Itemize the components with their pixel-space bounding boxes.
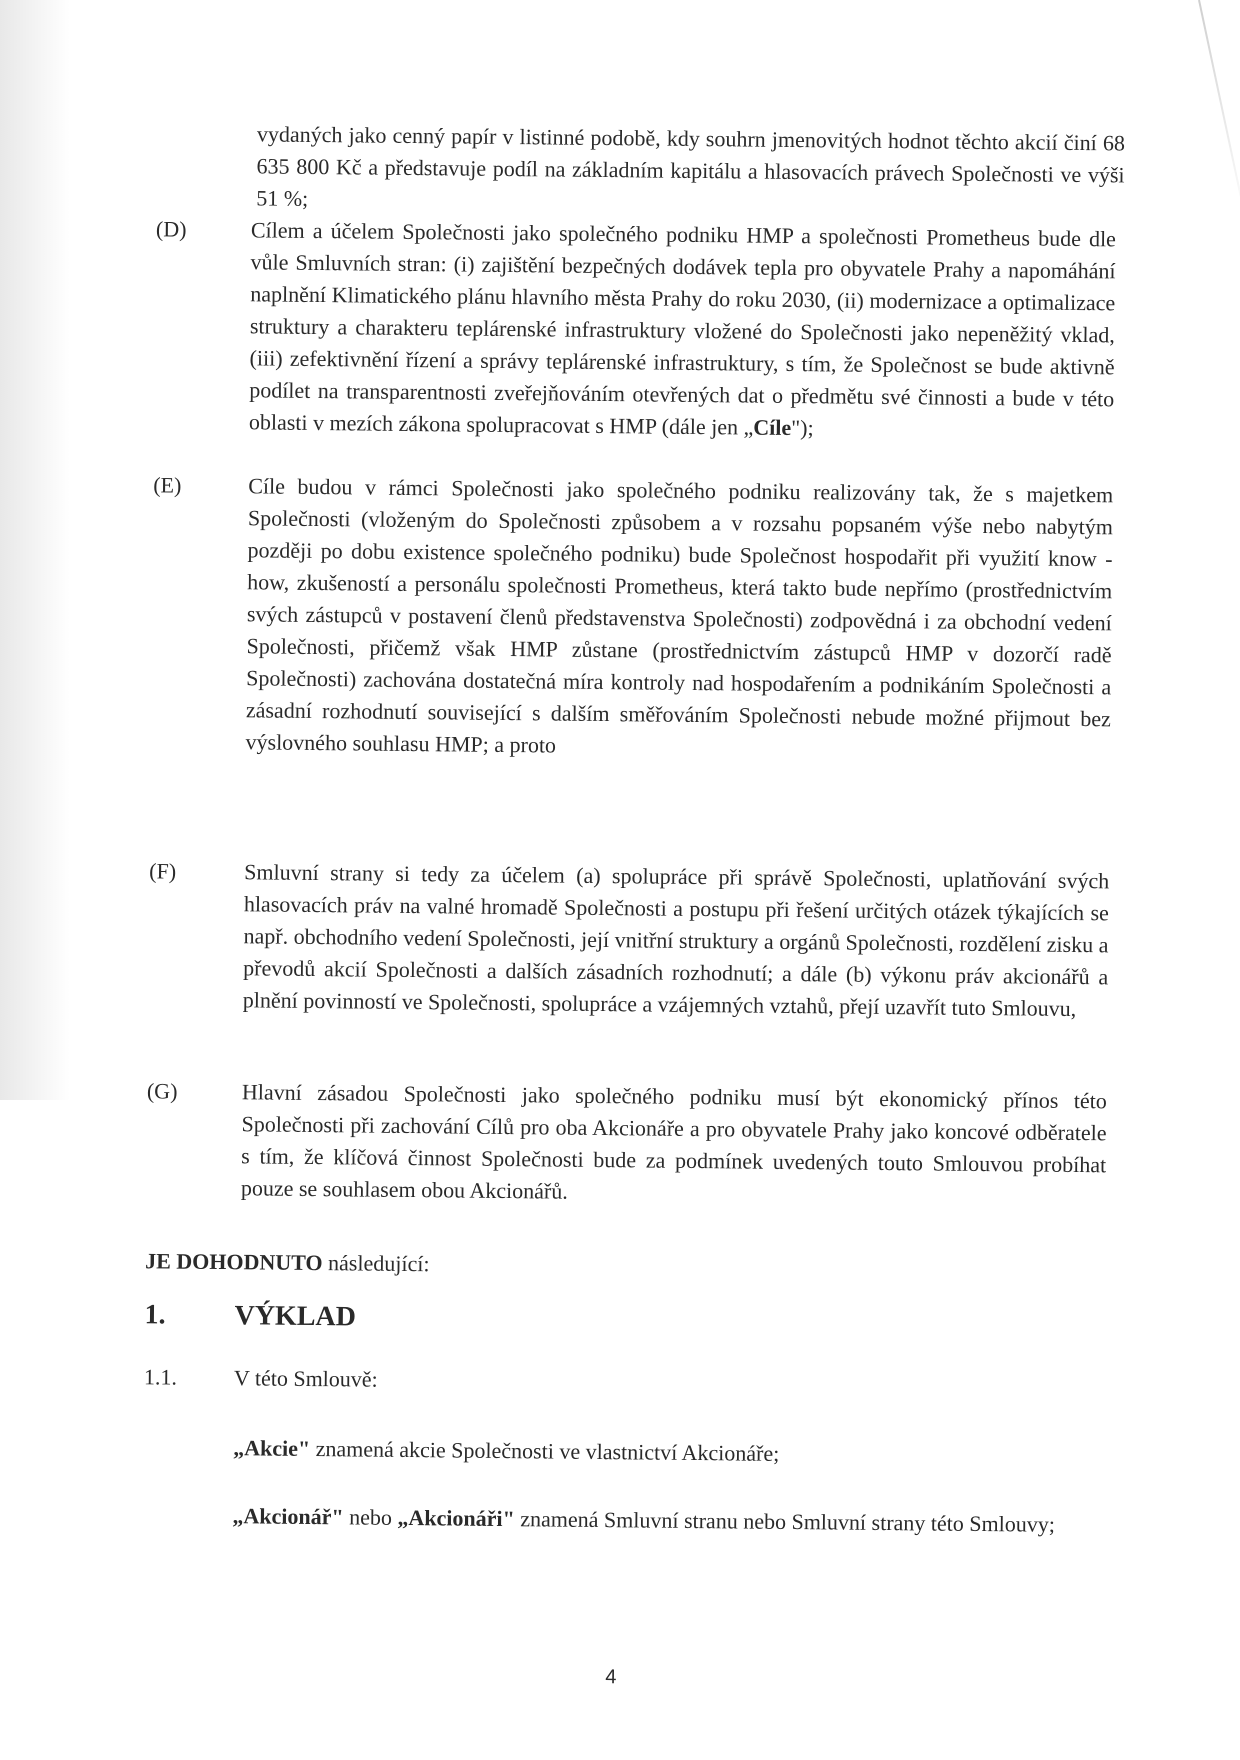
recital-text: Hlavní zásadou Společnosti jako společného podniku musí být ekonomický přínos této Společnosti při zachování Cílů pro oba Akcionáře a pro obyvatele Prahy jako koncové odběratele s tím, že klíčová činnost Společnosti bude za podmínek uvedených touto Smlouvou probíhat pouze se souhlasem obou Akcionářů. bbox=[240, 1079, 1108, 1204]
intro-paragraph: vydaných jako cenný papír v listinné podobě, kdy souhrn jmenovitých hodnot těchto akcií činí 68 635 800 Kč a představuje podíl na základním kapitálu a hlasovacích právech Společnosti ve výši 51 %; bbox=[256, 121, 1126, 211]
section-heading bbox=[144, 1295, 356, 1337]
subsection-number: 1.1. bbox=[143, 1364, 178, 1390]
recital-label: (G) bbox=[146, 1078, 178, 1104]
definition-akcionar: „Akcionář" nebo „Akcionáři" znamená Smluvní stranu nebo Smluvní strany této Smlouvy; bbox=[232, 1503, 1056, 1537]
subsection-text: V této Smlouvě: bbox=[233, 1365, 378, 1392]
recital-text: Smluvní strany si tedy za účelem (a) spolupráce při správě Společnosti, uplatňování svých hlasovacích práv na valné hromadě Společnosti a postupu při řešení určitých otázek týkajících se např. obchodního vedení Společnosti, její vnitřní struktury a orgánů Společnosti, rozdělení zisku a převodů akcií Společnosti a dalších zásadních rozhodnutí; a dále (b) výkonu práv akcionářů a plnění povinností ve Společnosti, spolupráce a vzájemných vztahů, přejí uzavřít tuto Smlouvu, bbox=[242, 859, 1110, 1021]
recital-label: (E) bbox=[153, 472, 182, 498]
section-number: 1. bbox=[144, 1299, 166, 1331]
definition-akcie: „Akcie" znamená akcie Společnosti ve vlastnictví Akcionáře; bbox=[233, 1435, 780, 1466]
page-number: 4 bbox=[605, 1666, 617, 1689]
agreed-line: JE DOHODNUTO následující: bbox=[145, 1248, 430, 1277]
recital-label: (D) bbox=[155, 216, 187, 242]
recital-label: (F) bbox=[149, 858, 177, 884]
recital-text: Cíle budou v rámci Společnosti jako společného podniku realizovány tak, že s majetkem Společnosti (vloženým do Společnosti způsobem a v rozsahu popsaném výše nebo nabytým později po dobu existence společného podniku) bude Společnost hospodařit při využití know - how, zkušeností a personálu společnosti Prometheus, která takto bude nepřímo (prostřednictvím svých zástupců v postavení členů představenstva Společnosti) zodpovědná i za obchodní vedení Společnosti, přičemž však HMP zůstane (prostřednictvím zástupců HMP v dozorčí radě Společnosti) zachována dostatečná míra kontroly nad hospodařením a podnikáním Společnosti a zásadní rozhodnutí související s dalším směřováním Společnosti nebude možné přijmout bez výslovného souhlasu HMP; a proto bbox=[245, 473, 1114, 758]
defined-term: Cíle bbox=[753, 414, 792, 440]
subsection bbox=[144, 1361, 378, 1395]
section-title: VÝKLAD bbox=[234, 1300, 357, 1333]
recital-text: Cílem a účelem Společnosti jako společného podniku HMP a společnosti Prometheus bude dle vůle Smluvních stran: (i) zajištění bezpečných dodávek tepla pro obyvatele Prahy a napomáhání naplnění Klimatického plánu hlavního města Prahy do roku 2030, (ii) modernizace a optimalizace struktury a charakteru teplárenské infrastruktury vložené do Společnosti jako nepeněžitý vklad, (iii) zefektivnění řízení a správy teplárenské infrastruktury, s tím, že Společnost se bude aktivně podílet na transparentnosti zveřejňováním otevřených dat o předmětu své činnosti a bude v této oblasti v mezích zákona spolupracovat s HMP (dále jen „Cíle"); bbox=[248, 217, 1117, 441]
